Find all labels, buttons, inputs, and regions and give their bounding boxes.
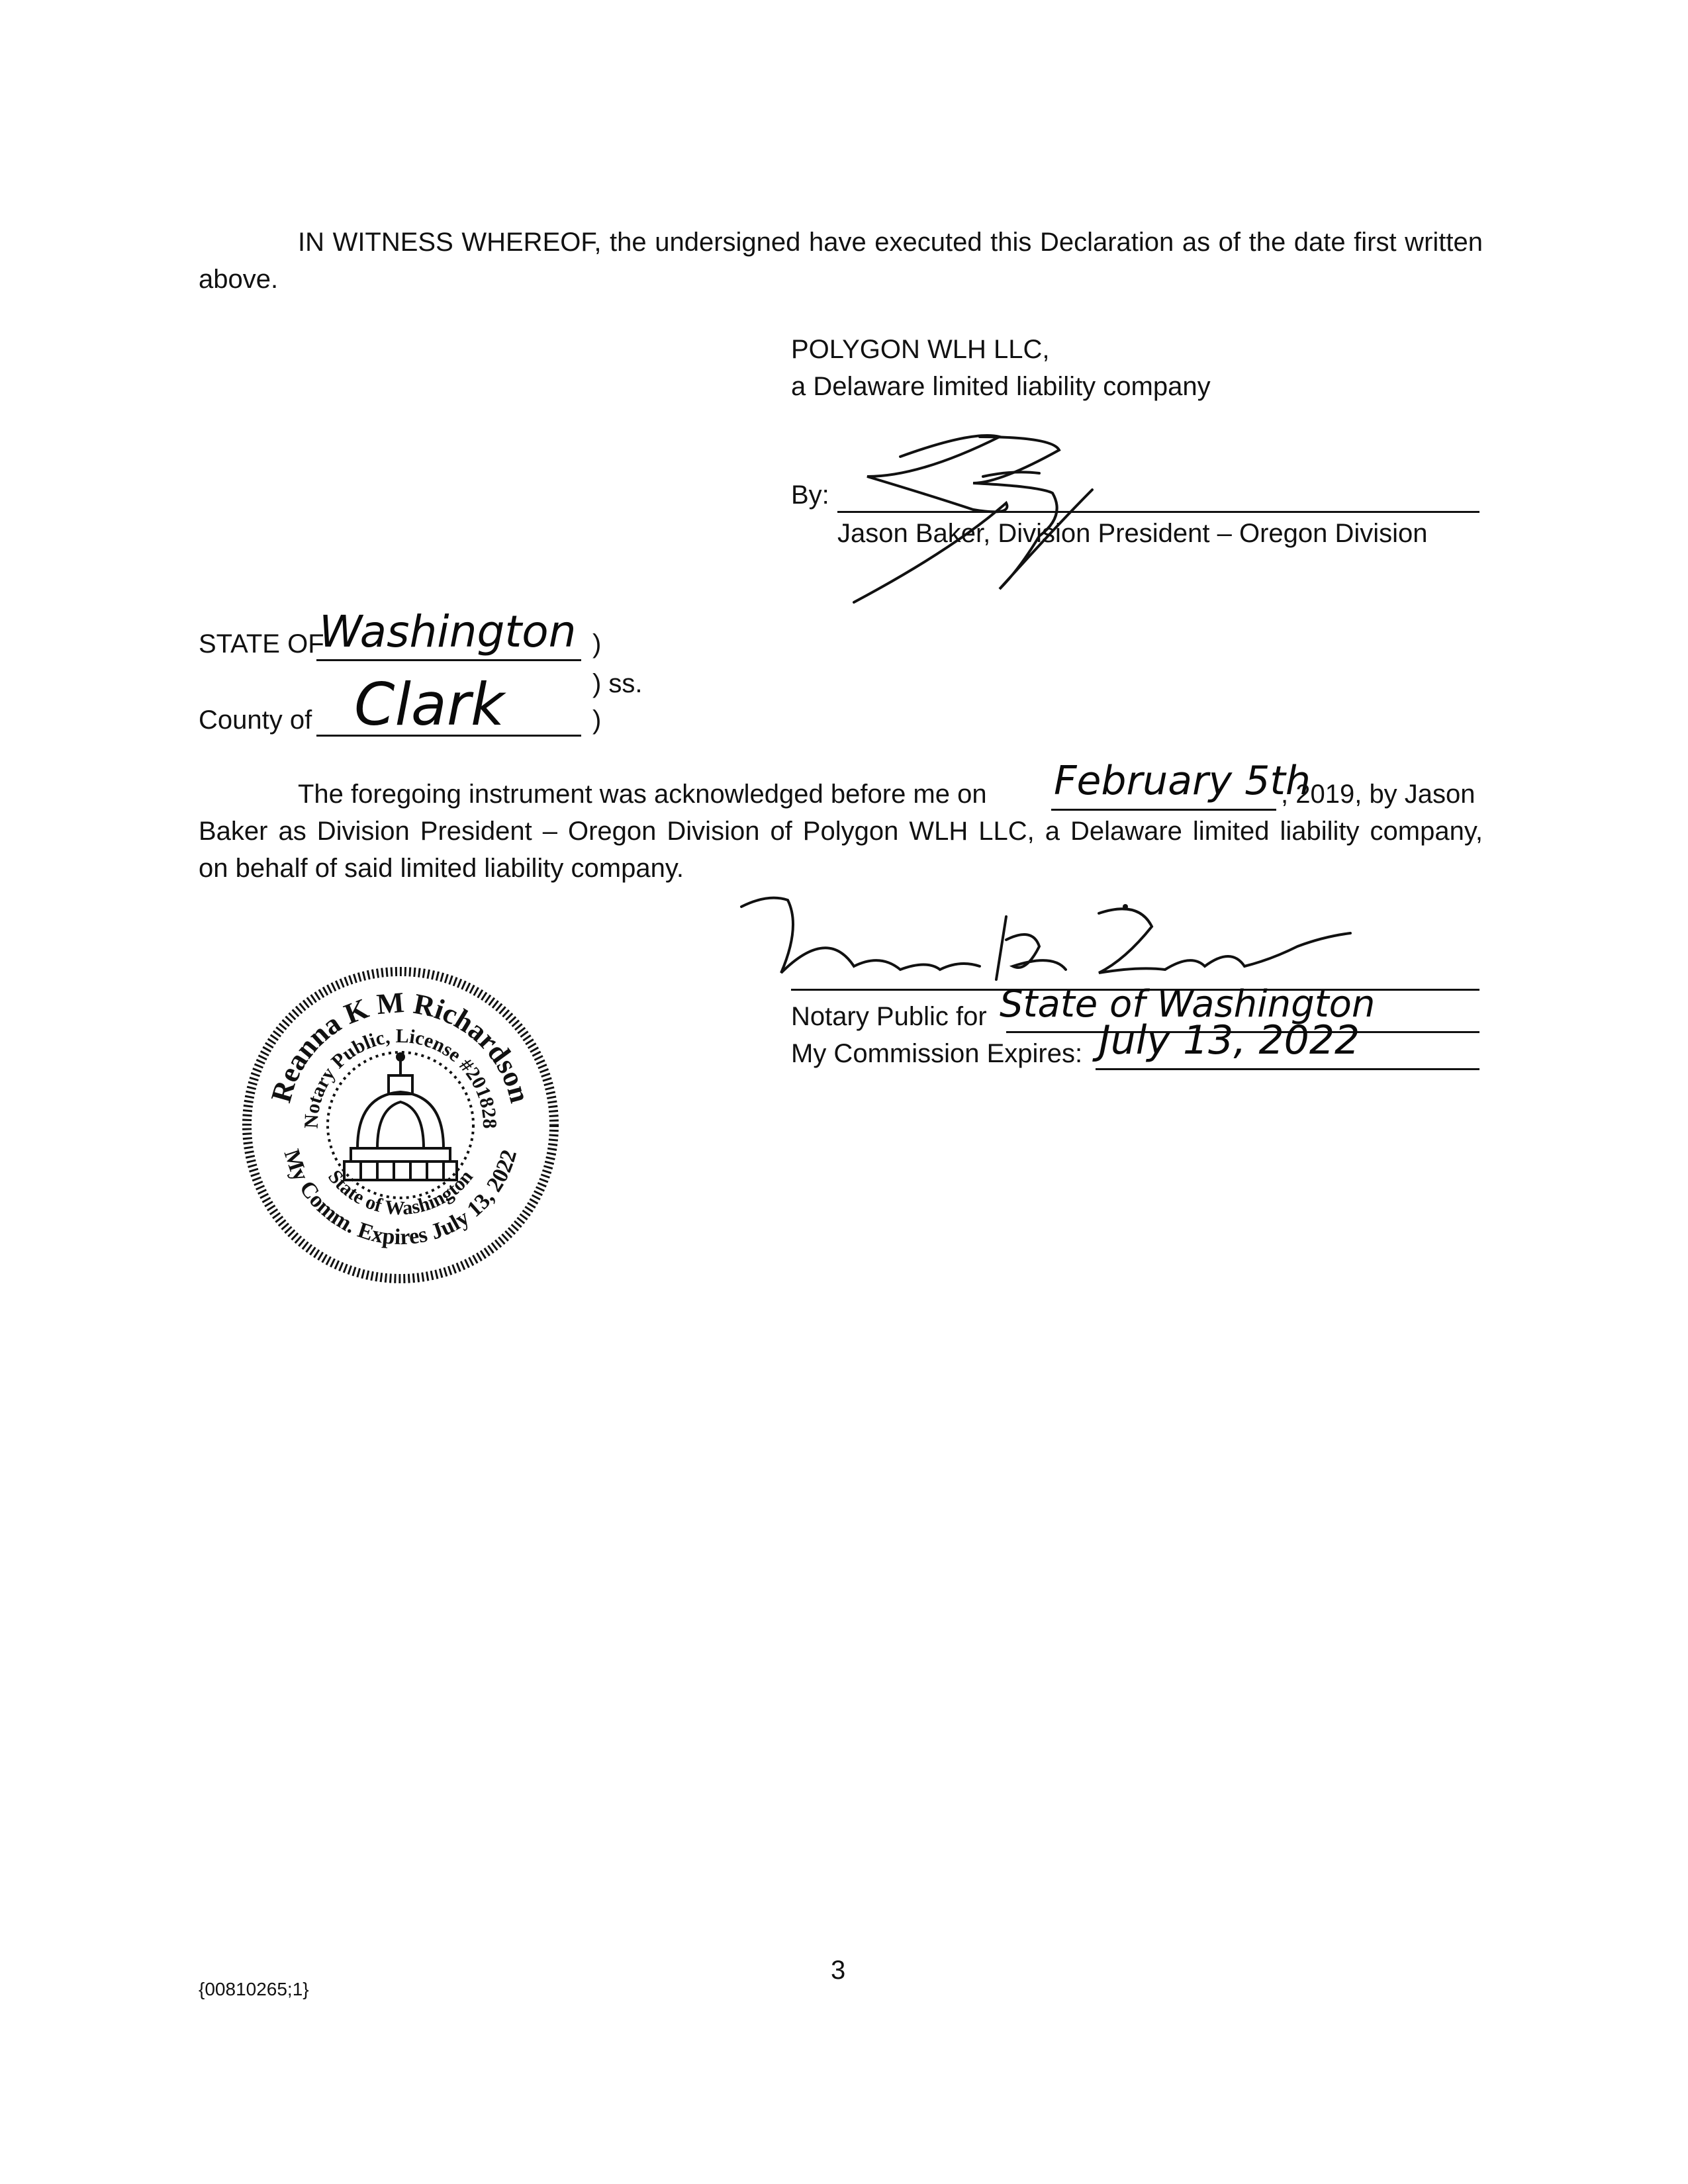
state-label: STATE OF bbox=[199, 629, 324, 659]
notary-seal bbox=[235, 960, 566, 1291]
ack-date-underline bbox=[1051, 809, 1276, 811]
seal-expires-text: My Comm. Expires July 13, 2022 bbox=[279, 1146, 522, 1250]
ack-year-text: , 2019, by Jason bbox=[1281, 780, 1476, 809]
page-number: 3 bbox=[831, 1956, 846, 1985]
ack-line-3: on behalf of said limited liability company. bbox=[199, 854, 684, 883]
commission-expires-value: July 13, 2022 bbox=[1099, 1017, 1360, 1064]
commission-expires-underline bbox=[1096, 1068, 1479, 1070]
notary-public-value: State of Washington bbox=[1000, 983, 1376, 1026]
seal-state-text: State of Washington bbox=[324, 1165, 477, 1220]
witness-paragraph: IN WITNESS WHEREOF, the undersigned have executed this Declaration as of the date first written above. bbox=[199, 228, 1483, 294]
county-value: Clark bbox=[354, 670, 504, 739]
document-id: {00810265;1} bbox=[199, 1979, 309, 1999]
seal-license-text: Notary Public, License #201828 bbox=[300, 1024, 501, 1129]
company-signature bbox=[841, 424, 1198, 615]
county-paren: ) bbox=[592, 705, 602, 735]
by-label: By: bbox=[791, 480, 829, 510]
state-value: Washington bbox=[319, 606, 577, 657]
ack-text-before: The foregoing instrument was acknowledged before me on bbox=[298, 780, 987, 809]
capitol-dome-icon bbox=[344, 1054, 457, 1180]
ack-line-2: Baker as Division President – Oregon Division of Polygon WLH LLC, a Delaware limited liability company, bbox=[199, 817, 1483, 846]
county-label: County of bbox=[199, 705, 312, 735]
signer-name: Jason Baker, Division President – Oregon Division bbox=[837, 519, 1428, 548]
company-name: POLYGON WLH LLC, bbox=[791, 335, 1050, 364]
commission-expires-label: My Commission Expires: bbox=[791, 1039, 1083, 1068]
state-paren: ) bbox=[592, 629, 602, 659]
company-description: a Delaware limited liability company bbox=[791, 372, 1211, 401]
ss-label: ) ss. bbox=[592, 669, 643, 698]
notary-public-label: Notary Public for bbox=[791, 1002, 987, 1031]
ack-date-value: February 5th bbox=[1054, 758, 1311, 804]
seal-name-text: Reanna K M Richardson bbox=[264, 985, 537, 1107]
